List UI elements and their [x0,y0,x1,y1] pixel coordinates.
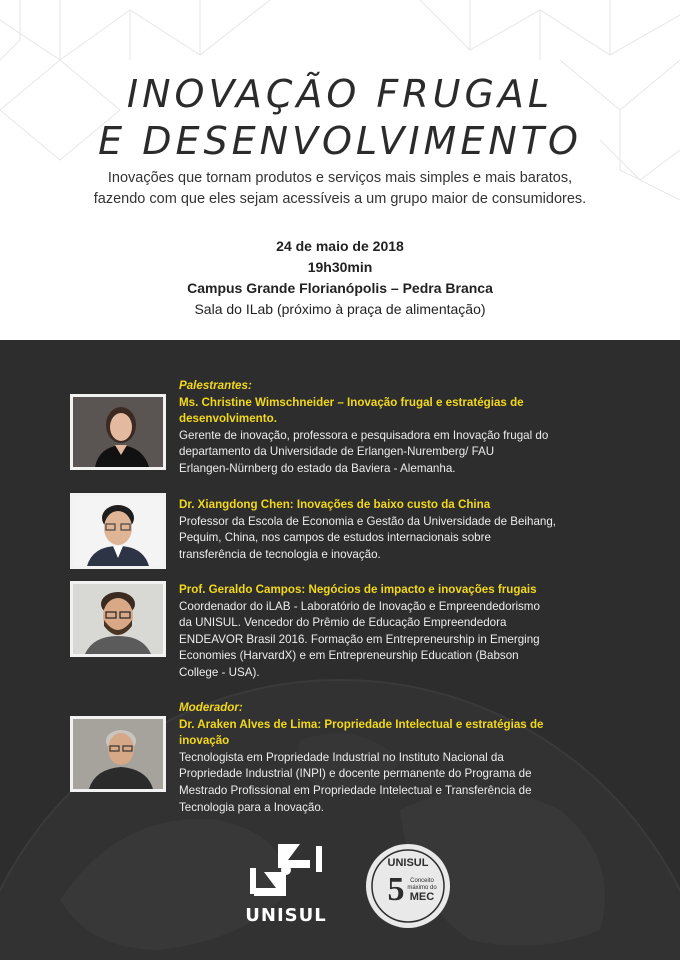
seal-top-text: UNISUL [387,857,429,869]
speaker-desc-line: Gerente de inovação, professora e pesquisadora em Inovação frugal do [179,428,549,442]
subtitle-line-1: Inovações que tornam produtos e serviços mais simples e mais baratos, [107,170,573,186]
moderator-name-cont: inovação [179,734,230,748]
seal-number: 5 [387,871,405,908]
title-line-2: E DESENVOLVIMENTO [98,119,582,163]
speaker-desc-line: Pequim, China, nos campos de estudos internacionais sobre [179,531,491,545]
portrait-man-glasses-icon [73,496,163,566]
speakers-block-3 [179,582,610,682]
speaker-name: Dr. Xiangdong Chen: Inovações de baixo custo da China [179,498,491,511]
moderator-desc-line: Mestrado Profissional em Propriedade Intelectual e Transferência de [179,783,532,797]
seal-line-2: máximo do [407,885,437,891]
speaker-desc-line: College - USA). [179,665,260,679]
portrait-man-gray-hair-icon [73,719,163,789]
speaker-desc-line: da UNISUL. Vencedor do Prêmio de Educação Empreendedora [179,616,507,630]
speaker-desc-line: Professor da Escola de Economia e Gestão da Universidade de Beihang, [179,514,557,528]
speaker-desc-line: transferência de tecnologia e inovação. [179,547,381,561]
photo-xiangdong-chen [70,493,166,569]
seal-line-1: Conceito [410,878,434,884]
speakers-label: Palestrantes: [179,379,252,392]
portrait-woman-icon [73,397,163,467]
speaker-name-cont: desenvolvimento. [179,412,277,426]
event-campus: Campus Grande Florianópolis – Pedra Branca [187,280,493,296]
header-section [0,0,680,340]
moderator-desc-line: Propriedade Industrial (INPI) e docente permanente do Programa de [179,767,532,781]
speaker-name: Prof. Geraldo Campos: Negócios de impacto e inovações frugais [179,583,537,596]
moderator-desc-line: Tecnologia para a Inovação. [179,800,325,814]
moderator-label: Moderador: [179,701,243,714]
speaker-name: Ms. Christine Wimschneider – Inovação frugal e estratégias de [179,395,524,409]
moderator-desc-line: Tecnologista em Propriedade Industrial no Instituto Nacional da [179,750,504,764]
photo-christine-wimschneider [70,394,166,470]
speaker-desc-line: Coordenador do iLAB - Laboratório de Inovação e Empreendedorismo [179,599,540,613]
event-room: Sala do ILab (próximo à praça de alimentação) [194,301,486,317]
speaker-desc-line: departamento da Universidade de Erlangen-Nuremberg/ FAU [179,445,495,459]
speakers-block-2 [179,497,610,563]
moderator-block [179,700,610,816]
photo-araken-alves-de-lima [70,716,166,792]
speakers-block-1 [179,378,610,478]
title-line-1: INOVAÇÃO FRUGAL [126,72,554,116]
speaker-desc-line: ENDEAVOR Brasil 2016. Formação em Entrepreneurship in Emerging [179,632,540,646]
event-date: 24 de maio de 2018 [276,238,404,254]
portrait-man-beard-icon [73,584,163,654]
moderator-name: Dr. Araken Alves de Lima: Propriedade Intelectual e estratégias de [179,717,544,731]
speaker-desc-line: Erlangen-Nürnberg do estado da Baviera - Alemanha. [179,461,456,475]
event-time: 19h30min [307,259,373,275]
subtitle-line-2: fazendo com que eles sejam acessíveis a um grupo maior de consumidores. [93,191,587,207]
unisul-logo-text: UNISUL [245,905,327,926]
speaker-desc-line: Economies (HarvardX) e em Entrepreneurship Education (Babson [179,649,519,663]
mec-seal-icon [364,842,452,930]
photo-geraldo-campos [70,581,166,657]
seal-mec: MEC [409,891,435,903]
